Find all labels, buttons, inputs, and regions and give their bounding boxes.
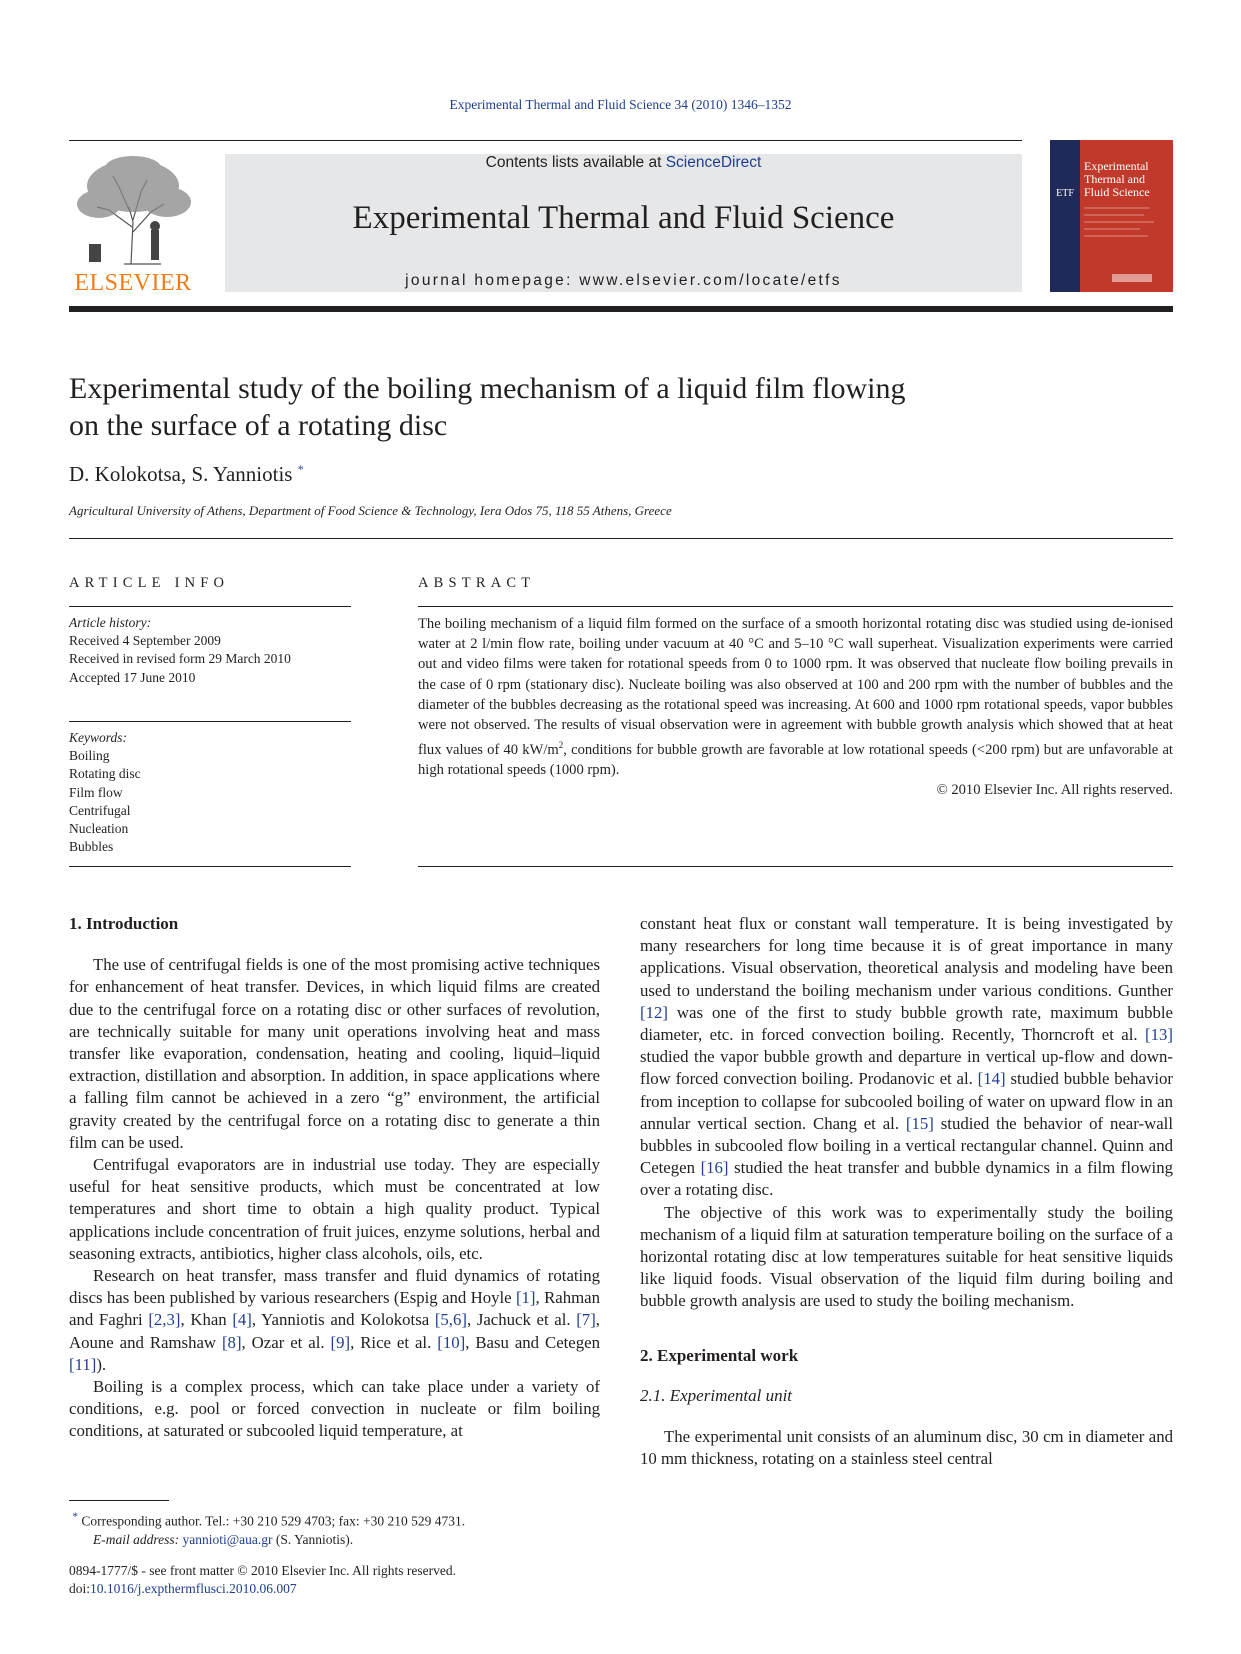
keywords [69,729,351,856]
history-label: Article history: [69,615,152,630]
publisher-wordmark: ELSEVIER [74,270,192,296]
author-names: D. Kolokotsa, S. Yanniotis [69,462,293,486]
keyword-item: Boiling [69,748,110,764]
keyword-item: Film flow [69,784,123,800]
history-received: Received 4 September 2009 [69,633,221,649]
ref-link[interactable]: [8] [221,1332,242,1352]
ref-link[interactable]: [11] [69,1354,97,1374]
abstract-body: The boiling mechanism of a liquid film formed on the surface of a smooth horizontal rotating disc was studied using de-ionised water at 2 l/min flow rate, boiling under vacuum at 40 °C and 5–10 °C wall superheat. Visualization experiments were carried out and video films were taken for rotational speeds from 0 to 1000 rpm. It was observed that nucleate flow boiling prevails in the case of 0 rpm (stationary disc). Nucleate boiling was also observed at 100 and 200 rpm with the number of bubbles and the diameter of the bubbles decreasing as the rotational speed was increasing. At 600 and 1000 rpm rotational speeds, vapor bubbles were not observed. The results of visual observation were in agreement with bubble growth analysis which showed that at heat flux values of 40 $kW/m^2$, conditions for bubble growth are favorable at low rotational speeds (<200 rpm) but are unfavorable at high rotational speeds (1000 rpm). © 2010 Elsevier Inc. All rights reserved. [418,614,1173,801]
article-history [69,614,351,687]
intro-paragraph-4-continued: constant heat flux or constant wall temperature. It is being investigated by many researchers for long time because it is of great importance in many applications. Visual observation, theoretical analysis and modeling have been used to understand the boiling mechanism under various conditions. Gunther [12] was one of the first to study bubble growth rate, maximum bubble diameter, etc. in forced convection boiling. Recently, Thorncroft et al. [13] studied the vapor bubble growth and departure in vertical up-flow and down-flow forced convection boiling. Prodanovic et al. [14] studied bubble behavior from inception to collapse for subcooled boiling of water on upward flow in an annular vertical section. Chang et al. [15] studied the behavior of near-wall bubbles in subcooled flow boiling in a vertical rectangular channel. Quinn and Cetegen [16] studied the heat transfer and bubble dynamics in a film flowing over a rotating disc. [640,914,1173,1200]
subsection-heading-experimental-unit: 2.1. Experimental unit [640,1385,793,1405]
cover-title-line-1: Experimental [1084,159,1149,173]
abstract-rule [418,606,1173,607]
affiliation-rule [69,538,1173,539]
paper-title [69,370,1029,444]
keywords-label: Keywords: [69,730,127,745]
ref-link[interactable]: [9] [330,1332,351,1352]
journal-homepage-link[interactable]: journal homepage: www.elsevier.com/locate/etfs [405,272,842,289]
cover-monogram: ETF [1056,188,1074,199]
keyword-item: Nucleation [69,821,129,837]
intro-paragraph-1: The use of centrifugal fields is one of the most promising active techniques for enhancement of heat transfer. Devices, in which liquid films are created due to the centrifugal force on a rotating disc or other surfaces of revolution, are technically suitable for many unit operations involving heat and mass transfer like evaporation, condensation, heating and cooling, liquid–liquid extraction, distillation and absorption. In addition, in space applications where a falling film cannot be achieved in a zero “g” environment, the artificial gravity created by the centrifugal force on a rotating disc to generate a thin film can be used. [69,955,600,1152]
ref-link[interactable]: [15] [905,1113,934,1133]
footnote-rule [69,1500,169,1501]
title-line-1: Experimental study of the boiling mechanism of a liquid film flowing [69,372,906,405]
journal-banner [225,154,1022,292]
history-revised: Received in revised form 29 March 2010 [69,651,291,667]
journal-name: Experimental Thermal and Fluid Science [352,200,895,236]
front-matter [69,1562,600,1598]
ref-link[interactable]: [5,6] [434,1310,467,1330]
ref-link[interactable]: [2,3] [148,1310,181,1330]
ref-link[interactable]: [4] [232,1310,252,1330]
ref-link[interactable]: [10] [437,1332,466,1352]
ref-link[interactable]: [1] [515,1288,536,1308]
body-right-column [640,913,1173,1470]
ref-link[interactable]: [12] [640,1002,668,1022]
authors [69,462,304,487]
cover-title-line-2: Thermal and [1084,172,1145,186]
abstract-bottom-rule [418,866,1173,867]
ref-link[interactable]: [14] [977,1069,1006,1089]
intro-paragraph-5: The objective of this work was to experimentally study the boiling mechanism of a liquid film at saturation temperature boiling on the surface of a horizontal rotating disc at low temperatures suitable for heat sensitive liquids like liquid foods. Visual observation of the liquid film during boiling and bubble growth analysis are used to study the boiling mechanism. [640,1202,1173,1311]
section-heading-experimental-work: 2. Experimental work [640,1345,799,1365]
ref-link[interactable]: [7] [576,1310,596,1330]
doi-link[interactable]: 10.1016/j.expthermflusci.2010.06.007 [90,1581,297,1596]
body-left-column [69,913,600,1443]
experimental-unit-paragraph: The experimental unit consists of an aluminum disc, 30 cm in diameter and 10 mm thickness, rotating on a stainless steel central [640,1427,1173,1469]
title-line-2: on the surface of a rotating disc [69,409,448,442]
affiliation: Agricultural University of Athens, Department of Food Science & Technology, Iera Odos 75, 118 55 Athens, Greece [69,503,672,518]
info-rule [69,606,351,607]
intro-paragraph-2: Centrifugal evaporators are in industrial use today. They are especially useful for heat sensitive products, which must be concentrated at low temperatures and short time to obtain a high quality product. Typical applications include concentration of fruit juices, enzyme solutions, herbal and seasoning extracts, antibiotics, higher class alcohols, oils, etc. [69,1155,600,1263]
corresponding-author-footnote: * Corresponding author. Tel.: +30 210 529 4703; fax: +30 210 529 4731. E-mail address: yannioti@aua.gr (S. Yanniotis). [72,1511,466,1547]
intro-paragraph-3: Research on heat transfer, mass transfer and fluid dynamics of rotating discs has been published by various researchers (Espig and Hoyle [1], Rahman and Faghri [2,3], Khan [4], Yanniotis and Kolokotsa [5,6], Jachuck et al. [7], Aoune and Ramshaw [8], Ozar et al. [9], Rice et al. [10], Basu and Cetegen [11]). [69,1266,600,1374]
keyword-item: Rotating disc [69,766,141,782]
info-bottom-rule [69,866,351,867]
keyword-item: Centrifugal [69,802,131,818]
doi-line: doi:10.1016/j.expthermflusci.2010.06.007 [69,1581,297,1596]
ref-link[interactable]: [16] [700,1158,729,1178]
issn-line: 0894-1777/$ - see front matter © 2010 Elsevier Inc. All rights reserved. [69,1563,457,1578]
intro-paragraph-4: Boiling is a complex process, which can take place under a variety of conditions, e.g. pool or forced convection in nucleate or film boiling conditions, at saturated or subcooled liquid temperature, at [69,1377,600,1441]
author-email-link[interactable]: yannioti@aua.gr [182,1531,273,1547]
journal-cover-thumbnail [1050,140,1173,292]
keywords-rule [69,721,351,722]
article-info-heading: ARTICLE INFO [69,575,230,591]
ref-link[interactable]: [13] [1145,1025,1173,1045]
section-heading-introduction: 1. Introduction [69,914,179,933]
header-rule [69,140,1022,141]
history-accepted: Accepted 17 June 2010 [69,669,196,685]
sciencedirect-link[interactable]: ScienceDirect [665,154,762,171]
journal-citation[interactable]: Experimental Thermal and Fluid Science 34 (2010) 1346–1352 [449,97,792,112]
header-thick-rule [69,306,1173,312]
contents-line: Contents lists available at ScienceDirect [485,154,762,171]
abstract-heading: ABSTRACT [418,575,536,591]
corresponding-author-mark[interactable]: * [297,462,304,476]
keyword-item: Bubbles [69,839,114,855]
abstract-copyright: © 2010 Elsevier Inc. All rights reserved. [936,782,1173,799]
cover-title-line-3: Fluid Science [1084,185,1150,199]
